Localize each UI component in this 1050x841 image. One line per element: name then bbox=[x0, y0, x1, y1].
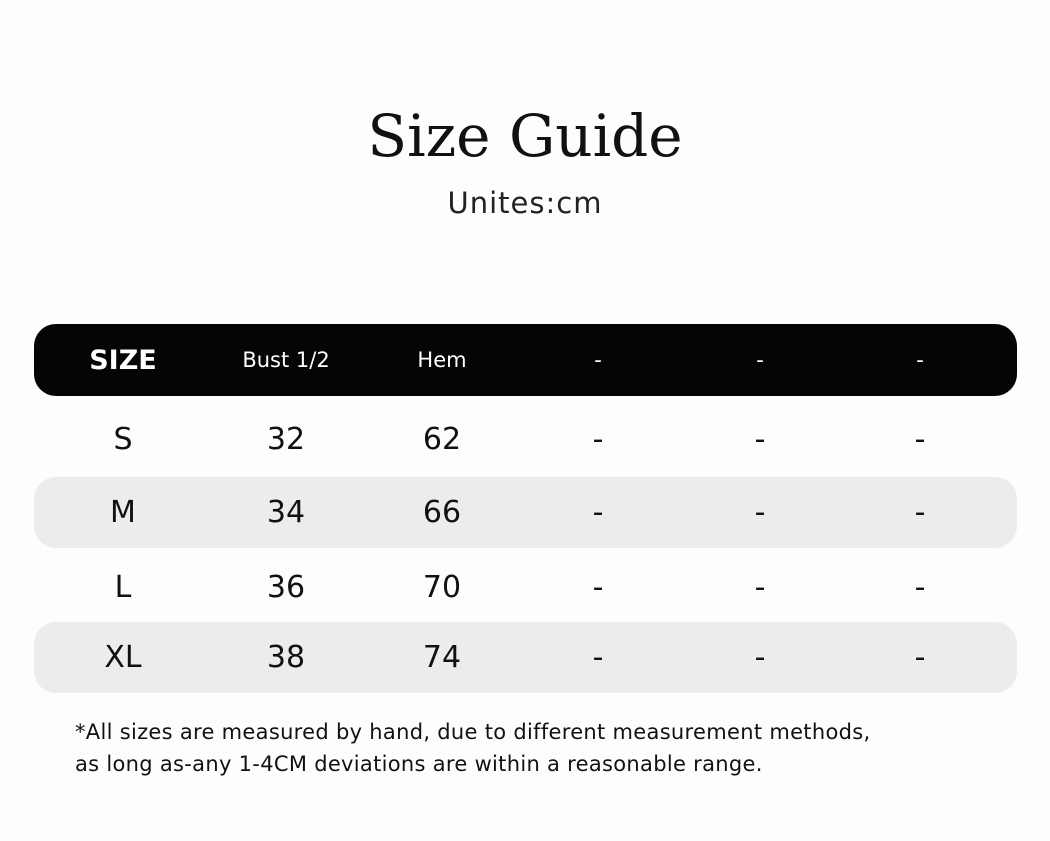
cell: - bbox=[592, 570, 604, 605]
cell-size: S bbox=[113, 422, 133, 457]
cell-size: M bbox=[110, 495, 136, 530]
cell: - bbox=[914, 640, 926, 675]
table-row bbox=[34, 552, 1017, 623]
cell: - bbox=[592, 640, 604, 675]
cell-hem: 66 bbox=[422, 495, 462, 530]
cell-hem: 62 bbox=[422, 422, 462, 457]
cell-hem: 74 bbox=[422, 640, 462, 675]
cell: - bbox=[914, 422, 926, 457]
cell: - bbox=[592, 422, 604, 457]
cell-bust: 36 bbox=[266, 570, 306, 605]
cell: - bbox=[592, 495, 604, 530]
cell: - bbox=[914, 495, 926, 530]
table-row bbox=[34, 622, 1017, 693]
cell-size: XL bbox=[104, 640, 142, 675]
cell-size: L bbox=[114, 570, 132, 605]
measurement-note bbox=[75, 716, 870, 780]
header-cell-size: SIZE bbox=[89, 344, 157, 376]
cell: - bbox=[754, 422, 766, 457]
table-header-row bbox=[34, 324, 1017, 396]
header-cell-hem: Hem bbox=[417, 348, 467, 372]
header-cell: - bbox=[756, 348, 764, 372]
table-row bbox=[34, 404, 1017, 475]
cell-hem: 70 bbox=[422, 570, 462, 605]
cell: - bbox=[754, 640, 766, 675]
cell-bust: 34 bbox=[266, 495, 306, 530]
note-line: *All sizes are measured by hand, due to different measurement methods, bbox=[75, 720, 871, 744]
cell: - bbox=[754, 570, 766, 605]
cell: - bbox=[914, 570, 926, 605]
cell: - bbox=[754, 495, 766, 530]
cell-bust: 32 bbox=[266, 422, 306, 457]
page-title: Size Guide bbox=[367, 102, 683, 170]
note-line: as long as-any 1-4CM deviations are within a reasonable range. bbox=[75, 752, 763, 776]
header-cell: - bbox=[916, 348, 924, 372]
units-subtitle: Unites:cm bbox=[447, 186, 603, 220]
cell-bust: 38 bbox=[266, 640, 306, 675]
header-cell: - bbox=[594, 348, 602, 372]
table-row bbox=[34, 477, 1017, 548]
header-cell-bust: Bust 1/2 bbox=[242, 348, 330, 372]
